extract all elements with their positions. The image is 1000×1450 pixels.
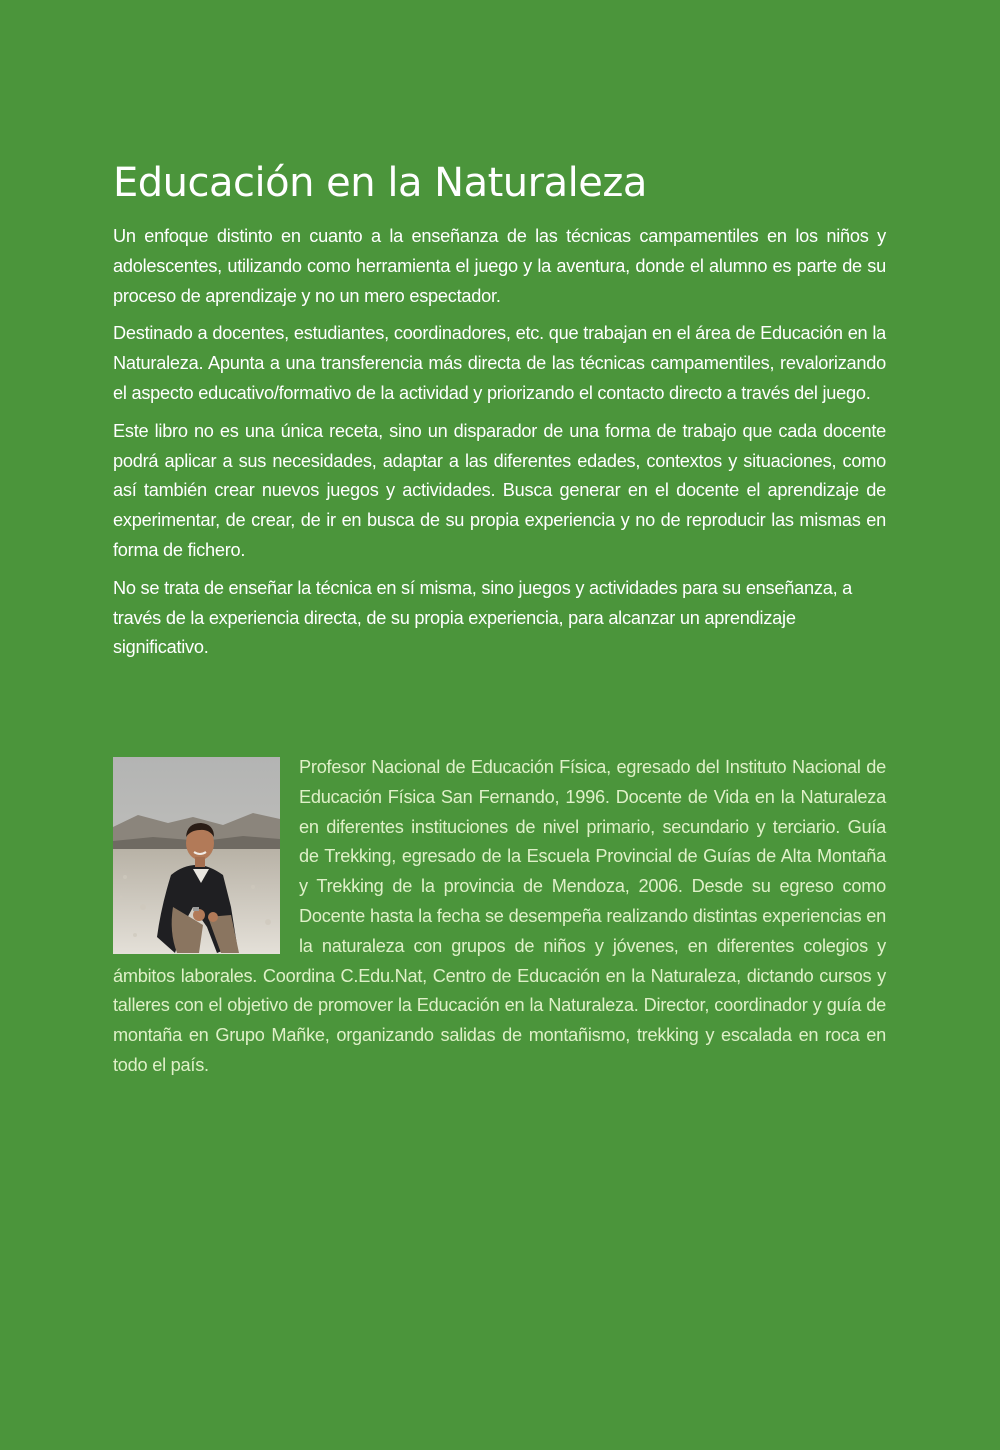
intro-paragraph: Este libro no es una única receta, sino un disparador de una forma de trabajo que cada docente podrá aplicar a sus necesidades, adaptar a las diferentes edades, contextos y situaciones, como así también crear nuevos juegos y actividades. Busca generar en el docente el aprendizaje de experimentar, de crear, de ir en busca de su propia experiencia y no de reproducir las mismas en forma de fichero. <box>113 420 886 560</box>
author-bio-section <box>113 753 886 1081</box>
intro-paragraph: Destinado a docentes, estudiantes, coordinadores, etc. que trabajan en el área de Educación en la Naturaleza. Apunta a una transferencia más directa de las técnicas campamentiles, revalorizando el aspecto educativo/formativo de la actividad y priorizando el contacto directo a través del juego. <box>113 323 886 403</box>
intro-section <box>113 222 886 671</box>
author-bio-text: Profesor Nacional de Educación Física, egresado del Instituto Nacional de Educación Física San Fernando, 1996. Docente de Vida en la Naturaleza en diferentes instituciones de nivel primario, secundario y terciario. Guía de Trekking, egresado de la Escuela Provincial de Guías de Alta Montaña y Trekking de la provincia de Mendoza, 2006. Desde su egreso como Docente hasta la fecha se desempeña realizando distintas experiencias en la naturaleza con grupos de niños y jóvenes, en diferentes colegios y ámbitos laborales. Coordina C.Edu.Nat, Centro de Educación en la Naturaleza, dictando cursos y talleres con el objetivo de promover la Educación en la Naturaleza. Director, coordinador y guía de montaña en Grupo Mañke, organizando salidas de montañismo, trekking y escalada en roca en todo el país. <box>113 757 886 1075</box>
author-photo <box>113 757 280 954</box>
intro-paragraph: Un enfoque distinto en cuanto a la enseñanza de las técnicas campamentiles en los niños y adolescentes, utilizando como herramienta el juego y la aventura, donde el alumno es parte de su proceso de aprendizaje y no un mero espectador. <box>113 226 886 306</box>
page-title: Educación en la Naturaleza <box>113 160 647 206</box>
intro-paragraph: No se trata de enseñar la técnica en sí misma, sino juegos y actividades para su enseñanza, a través de la experiencia directa, de su propia experiencia, para alcanzar un aprendizaje significativo. <box>113 577 853 658</box>
